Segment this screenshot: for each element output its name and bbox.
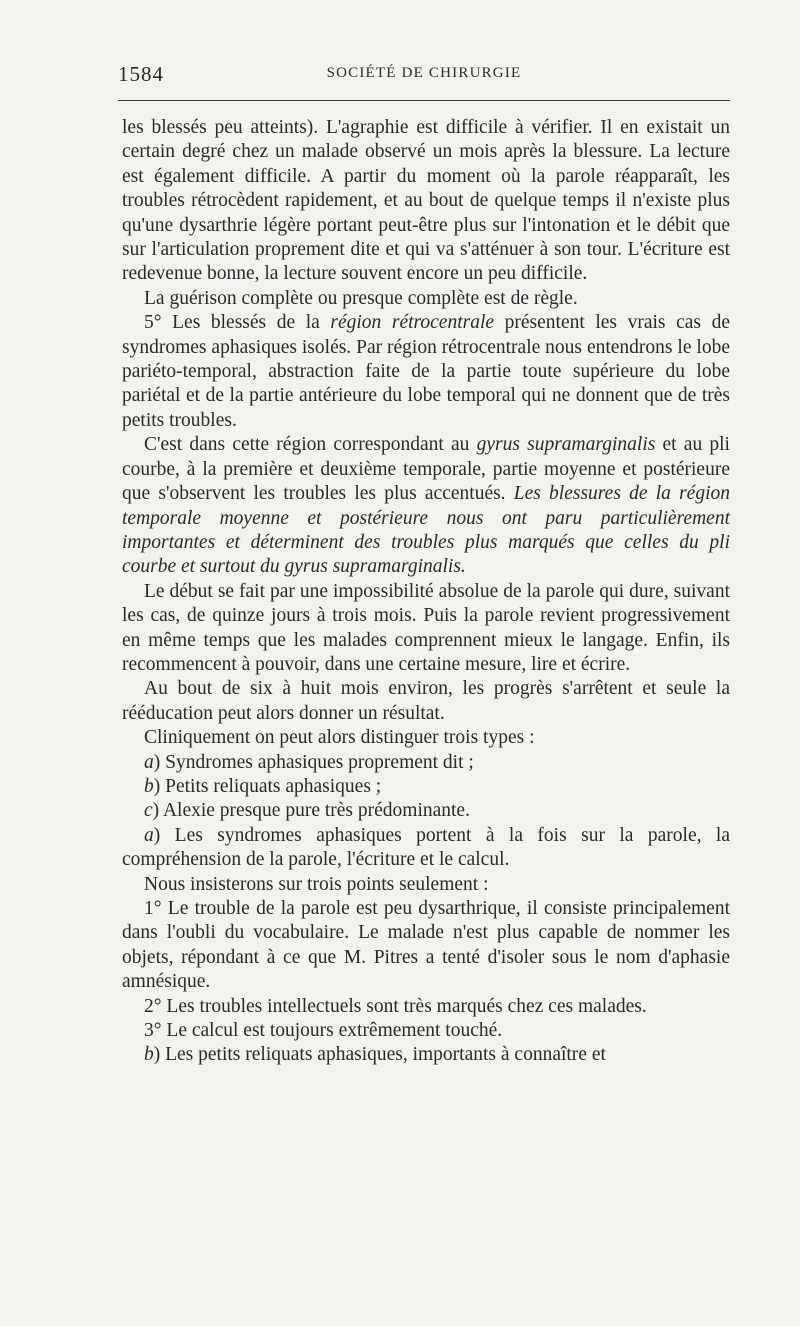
paragraph: 2° Les troubles intellectuels sont très marqués chez ces malades.: [144, 995, 647, 1017]
text-run: C'est dans cette région correspondant au: [144, 434, 477, 456]
list-marker: b: [144, 775, 154, 797]
paragraph: [122, 433, 730, 579]
list-item: [122, 751, 730, 775]
text-run: présentent les vrais cas de syndromes aphasiques isolés. Par région rétrocentrale nous entendrons le lobe pariéto-temporal, abstraction faite de la partie toute supérieure du lobe pariétal et de la partie antérieure du lobe temporal qui ne donnent que de très petits troubles.: [122, 312, 730, 431]
text-run: ) Alexie presque pure très prédominante.: [152, 800, 470, 822]
running-title: SOCIÉTÉ DE CHIRURGIE: [326, 65, 522, 81]
page-header: [118, 62, 730, 92]
list-item: [122, 775, 730, 799]
paragraph: La guérison complète ou presque complète est de règle.: [144, 287, 578, 309]
paragraph: [122, 1043, 730, 1067]
list-marker: b: [144, 1044, 154, 1066]
paragraph: [122, 824, 730, 873]
text-run: ) Petits reliquats aphasiques ;: [153, 775, 382, 797]
paragraph: 3° Le calcul est toujours extrêmement touché.: [144, 1020, 503, 1042]
text-run: ) Syndromes aphasiques proprement dit ;: [153, 751, 474, 773]
paragraph: Nous insisterons sur trois points seulement :: [144, 873, 489, 895]
text-run: 5° Les blessés de la: [144, 312, 331, 334]
italic-passage: Les blessures de la région temporale moyenne et postérieure nous ont paru particulièrement importantes et déterminent des troubles plus marqués que celles du pli courbe et surtout du gyrus supramarginalis.: [122, 483, 730, 578]
paragraph-continuation: les blessés peu atteints). L'agraphie est difficile à vérifier. Il en existait un certain degré chez un malade observé un mois après la blessure. La lecture est également difficile. A partir du moment où la parole réapparaît, les troubles rétrocèdent rapidement, et au bout de quelque temps il n'existe plus qu'une dysarthrie légère portant peut-être plus sur l'intonation et le débit que sur l'articulation proprement dite et qui va s'atténuer à son tour. L'écriture est redevenue bonne, la lecture souvent encore un peu difficile.: [122, 117, 730, 285]
paragraph-section-5: [122, 311, 730, 433]
list-item: [122, 799, 730, 823]
page-number: 1584: [118, 62, 164, 86]
paragraph: Le début se fait par une impossibilité absolue de la parole qui dure, suivant les cas, de quinze jours à trois mois. Puis la parole revient progressivement en même temps que les malades comprennent mieux le langage. Enfin, ils recommencent à pouvoir, dans une certaine mesure, lire et écrire.: [122, 580, 730, 675]
text-run: et au pli courbe, à la première et deuxième temporale, partie moyenne et postérieure que s'observent les troubles les plus accentués.: [122, 434, 730, 505]
italic-term: région rétrocentrale: [330, 312, 495, 334]
list-marker: a: [144, 751, 154, 773]
paragraph: 1° Le trouble de la parole est peu dysarthrique, il consiste principalement dans l'oubli du vocabulaire. Le malade n'est plus capable de nommer les objets, répondant à ce que M. Pitres a tenté d'isoler sous le nom d'aphasie amnésique.: [122, 898, 730, 993]
italic-term: gyrus supramarginalis: [476, 434, 656, 456]
list-marker: c: [144, 800, 153, 822]
paragraph: Cliniquement on peut alors distinguer trois types :: [144, 727, 535, 749]
text-run: ) Les syndromes aphasiques portent à la fois sur la parole, la compréhension de la parole, l'écriture et le calcul.: [122, 824, 730, 871]
body-text: [122, 116, 730, 1068]
paragraph: Au bout de six à huit mois environ, les progrès s'arrêtent et seule la rééducation peut alors donner un résultat.: [122, 678, 730, 724]
text-run: ) Les petits reliquats aphasiques, importants à connaître et: [153, 1044, 606, 1066]
list-marker: a: [144, 824, 154, 846]
header-rule: [118, 100, 730, 101]
